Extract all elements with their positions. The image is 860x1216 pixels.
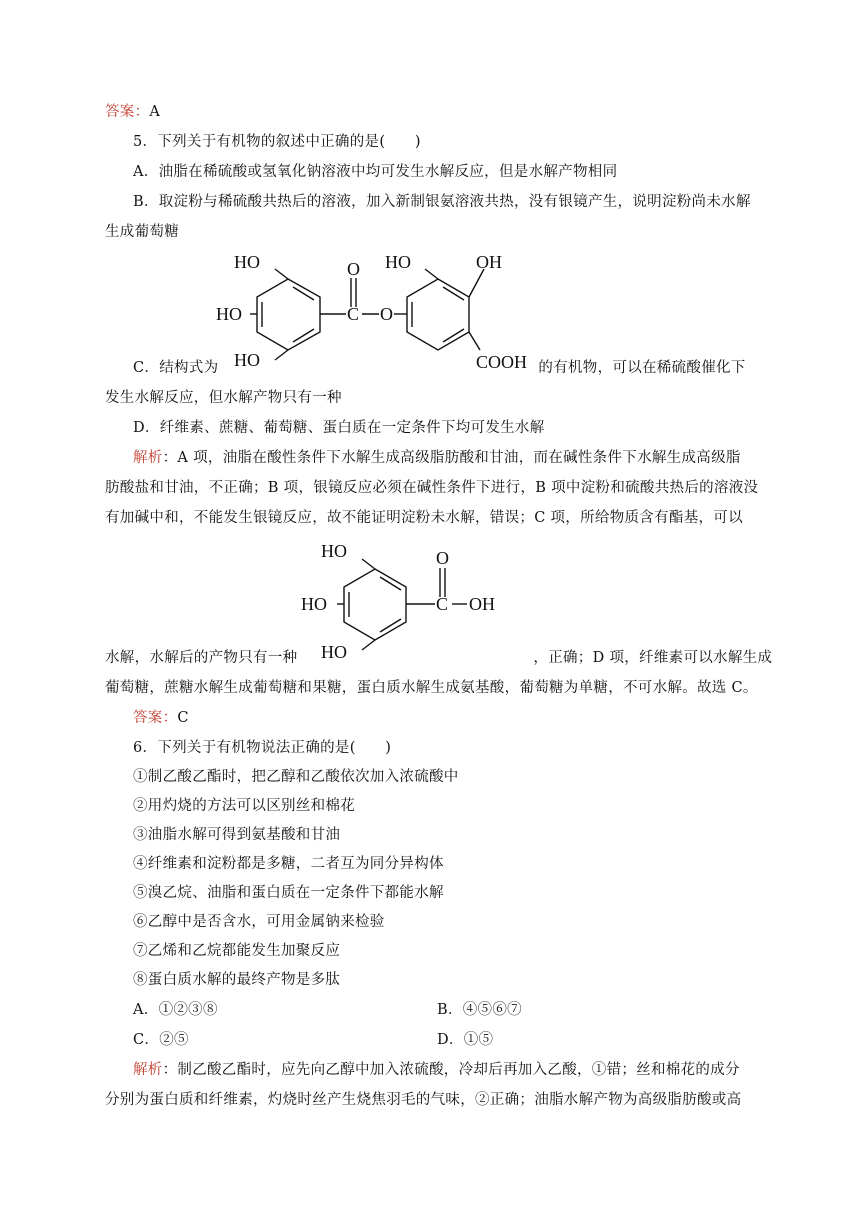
q6-option-d: D．①⑤ — [437, 1032, 494, 1048]
right-benzene-ring — [407, 279, 469, 350]
q6-option-c: C．②⑤ — [133, 1032, 189, 1048]
q6-item: ②用灼烧的方法可以区别丝和棉花 — [133, 798, 355, 814]
answer-label: 答案： — [105, 104, 150, 120]
benzene-ring — [344, 569, 406, 640]
cooh: COOH — [476, 352, 528, 372]
ho-mid-left: HO — [216, 304, 242, 324]
q6-item: ④纤维素和淀粉都是多糖，二者互为同分异构体 — [133, 856, 444, 872]
explain-label: 解析 — [133, 450, 163, 466]
q6-option-a: A．①②③⑧ — [133, 1002, 218, 1018]
ho-top-left: HO — [234, 252, 260, 272]
carbonyl-c: C — [436, 594, 449, 614]
carbonyl-o: O — [347, 259, 360, 279]
option-c-suffix: 的有机物，可以在稀硫酸催化下 — [538, 360, 746, 376]
q6-explanation-1: 解析：制乙酸乙酯时，应先向乙醇中加入浓硫酸，冷却后再加入乙酸，①错；丝和棉花的成分 — [133, 1062, 740, 1078]
ho-bottom-left: HO — [234, 350, 260, 370]
explain-label: 解析 — [133, 1062, 163, 1078]
option-c-prefix: C．结构式为 — [133, 360, 219, 376]
q5-stem: 5．下列关于有机物的叙述中正确的是( ) — [133, 134, 421, 150]
q5-answer: 答案：C — [133, 710, 189, 726]
carbonyl-c: C — [347, 304, 360, 324]
q6-explanation-2: 分别为蛋白质和纤维素，灼烧时丝产生烧焦羽毛的气味，②正确；油脂水解产物为高级脂肪酸或高 — [105, 1092, 742, 1108]
q5-explanation-2: 肪酸盐和甘油，不正确；B 项，银镜反应必须在碱性条件下进行，B 项中淀粉和硫酸共热后的溶液没 — [105, 480, 759, 496]
ho-bottom: HO — [321, 642, 347, 662]
q6-item: ⑤溴乙烷、油脂和蛋白质在一定条件下都能水解 — [133, 885, 444, 901]
q5-option-a: A．油脂在稀硫酸或氢氧化钠溶液中均可发生水解反应，但是水解产物相同 — [133, 164, 618, 180]
oh-top-right: OH — [476, 252, 502, 272]
ho-top: HO — [321, 541, 347, 561]
q4-answer — [105, 102, 160, 122]
oh: OH — [469, 594, 495, 614]
q5-explanation-3: 有加碱中和，不能发生银镜反应，故不能证明淀粉未水解，错误；C 项，所给物质含有酯基，可以 — [105, 510, 743, 526]
ho-top-right: HO — [385, 252, 411, 272]
answer-value: A — [149, 104, 161, 120]
q5-explanation-5: 葡萄糖，蔗糖水解生成葡萄糖和果糖，蛋白质水解生成氨基酸，葡萄糖为单糖，不可水解。故选 C。 — [105, 680, 758, 696]
q6-stem: 6．下列关于有机物说法正确的是( ) — [133, 740, 392, 756]
q6-option-b: B．④⑤⑥⑦ — [437, 1002, 522, 1018]
q5-explanation-1: 解析：A 项，油脂在酸性条件下水解生成高级脂肪酸和甘油，而在碱性条件下水解生成高级脂 — [133, 450, 741, 466]
carbonyl-o: O — [436, 548, 449, 568]
q6-item: ⑧蛋白质水解的最终产物是多肽 — [133, 972, 341, 988]
q6-item: ⑥乙醇中是否含水，可用金属钠来检验 — [133, 914, 385, 930]
ho-mid: HO — [301, 594, 327, 614]
q5-option-b-cont: 生成葡萄糖 — [105, 224, 179, 240]
q6-item: ①制乙酸乙酯时，把乙醇和乙酸依次加入浓硫酸中 — [133, 769, 459, 785]
q6-item: ③油脂水解可得到氨基酸和甘油 — [133, 827, 341, 843]
q5-option-b: B．取淀粉与稀硫酸共热后的溶液，加入新制银氨溶液共热，没有银镜产生，说明淀粉尚未水解 — [133, 194, 751, 210]
q5-option-d: D．纤维素、蔗糖、葡萄糖、蛋白质在一定条件下均可发生水解 — [133, 420, 545, 436]
left-benzene-ring — [257, 279, 320, 350]
ester-o: O — [380, 304, 393, 324]
q5-explanation-4: 水解，水解后的产物只有一种 ，正确；D 项，纤维素可以水解生成 — [105, 650, 773, 666]
q6-item: ⑦乙烯和乙烷都能发生加聚反应 — [133, 943, 341, 959]
q5-option-c-cont: 发生水解反应，但水解产物只有一种 — [105, 390, 342, 406]
q5-option-c — [133, 358, 746, 378]
